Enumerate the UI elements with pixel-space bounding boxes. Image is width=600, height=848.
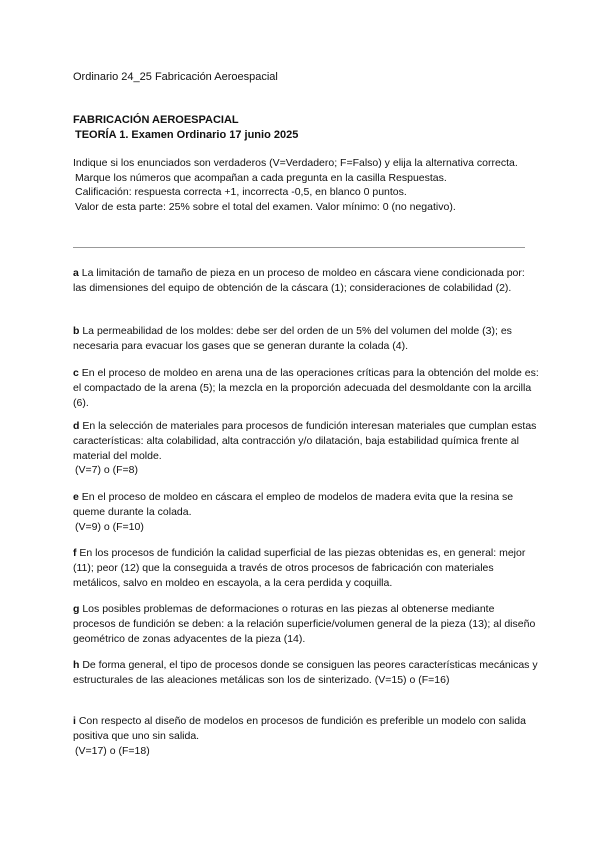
question-text: En la selección de materiales para procesos de fundición interesan materiales que cumplan estas características: alta colabilidad, alta contracción y/o dilatación, baja estabilidad química frente al material del molde. <box>73 420 537 462</box>
question-c <box>73 366 539 410</box>
question-d <box>73 419 539 478</box>
question-answer-options: (V=17) o (F=18) <box>75 744 150 757</box>
question-b <box>73 324 539 354</box>
instructions-line-3: Calificación: respuesta correcta +1, incorrecta -0,5, en blanco 0 puntos. <box>75 186 407 198</box>
question-i <box>73 714 539 758</box>
title-line-1: FABRICACIÓN AEROESPACIAL <box>73 114 239 126</box>
question-answer-options: (V=7) o (F=8) <box>75 464 139 477</box>
question-a <box>73 266 539 296</box>
question-letter: g <box>73 603 80 615</box>
question-letter: c <box>73 367 79 379</box>
question-text: De forma general, el tipo de procesos donde se consiguen las peores características mecánicas y estructurales de las aleaciones metálicas son los de sinterizado. (V=15) o (F=16) <box>73 659 538 686</box>
page-header: Ordinario 24_25 Fabricación Aeroespacial <box>73 71 278 83</box>
question-text: En los procesos de fundición la calidad superficial de las piezas obtenidas es, en general: mejor (11); peor (12) que la conseguida a través de otros procesos de fabricación con materiales metálicos, salvo en moldeo en escayola, a la cera perdida y coquilla. <box>73 547 526 589</box>
question-letter: h <box>73 659 80 671</box>
instructions <box>73 156 535 214</box>
question-f <box>73 546 539 590</box>
question-letter: i <box>73 715 76 727</box>
question-letter: f <box>73 547 77 559</box>
instructions-line-2: Marque los números que acompañan a cada pregunta en la casilla Respuestas. <box>75 171 447 184</box>
question-answer-options: (V=9) o (F=10) <box>75 520 144 533</box>
instructions-line-1: Indique si los enunciados son verdaderos (V=Verdadero; F=Falso) y elija la alternativa correcta. <box>73 157 518 169</box>
question-letter: e <box>73 491 79 503</box>
question-text: La limitación de tamaño de pieza en un proceso de moldeo en cáscara viene condicionada por: las dimensiones del equipo de obtención de la cáscara (1); consideraciones de colabilidad (2). <box>73 267 525 294</box>
instructions-line-4: Valor de esta parte: 25% sobre el total del examen. Valor mínimo: 0 (no negativo). <box>75 200 456 213</box>
question-text: En el proceso de moldeo en arena una de las operaciones críticas para la obtención del molde es: el compactado de la arena (5); la mezcla en la proporción adecuada del desmoldante con la arcilla (6). <box>73 367 539 409</box>
title-line-2: TEORÍA 1. Examen Ordinario 17 junio 2025 <box>75 129 299 141</box>
separator-line <box>73 247 525 248</box>
question-text: Con respecto al diseño de modelos en procesos de fundición es preferible un modelo con salida positiva que uno sin salida. <box>73 715 526 742</box>
exam-title <box>73 113 298 143</box>
question-h <box>73 658 539 688</box>
question-letter: b <box>73 325 80 337</box>
question-letter: d <box>73 420 80 432</box>
question-g <box>73 602 539 646</box>
question-text: En el proceso de moldeo en cáscara el empleo de modelos de madera evita que la resina se queme durante la colada. <box>73 491 514 518</box>
question-letter: a <box>73 267 79 279</box>
question-e <box>73 490 539 534</box>
question-text: La permeabilidad de los moldes: debe ser del orden de un 5% del volumen del molde (3); es necesaria para evacuar los gases que se generan durante la colada (4). <box>73 325 512 352</box>
question-text: Los posibles problemas de deformaciones o roturas en las piezas al obtenerse mediante procesos de fundición se deben: a la relación superficie/volumen general de la pieza (13); al diseño geométrico de zonas adyacentes de la pieza (14). <box>73 603 536 645</box>
